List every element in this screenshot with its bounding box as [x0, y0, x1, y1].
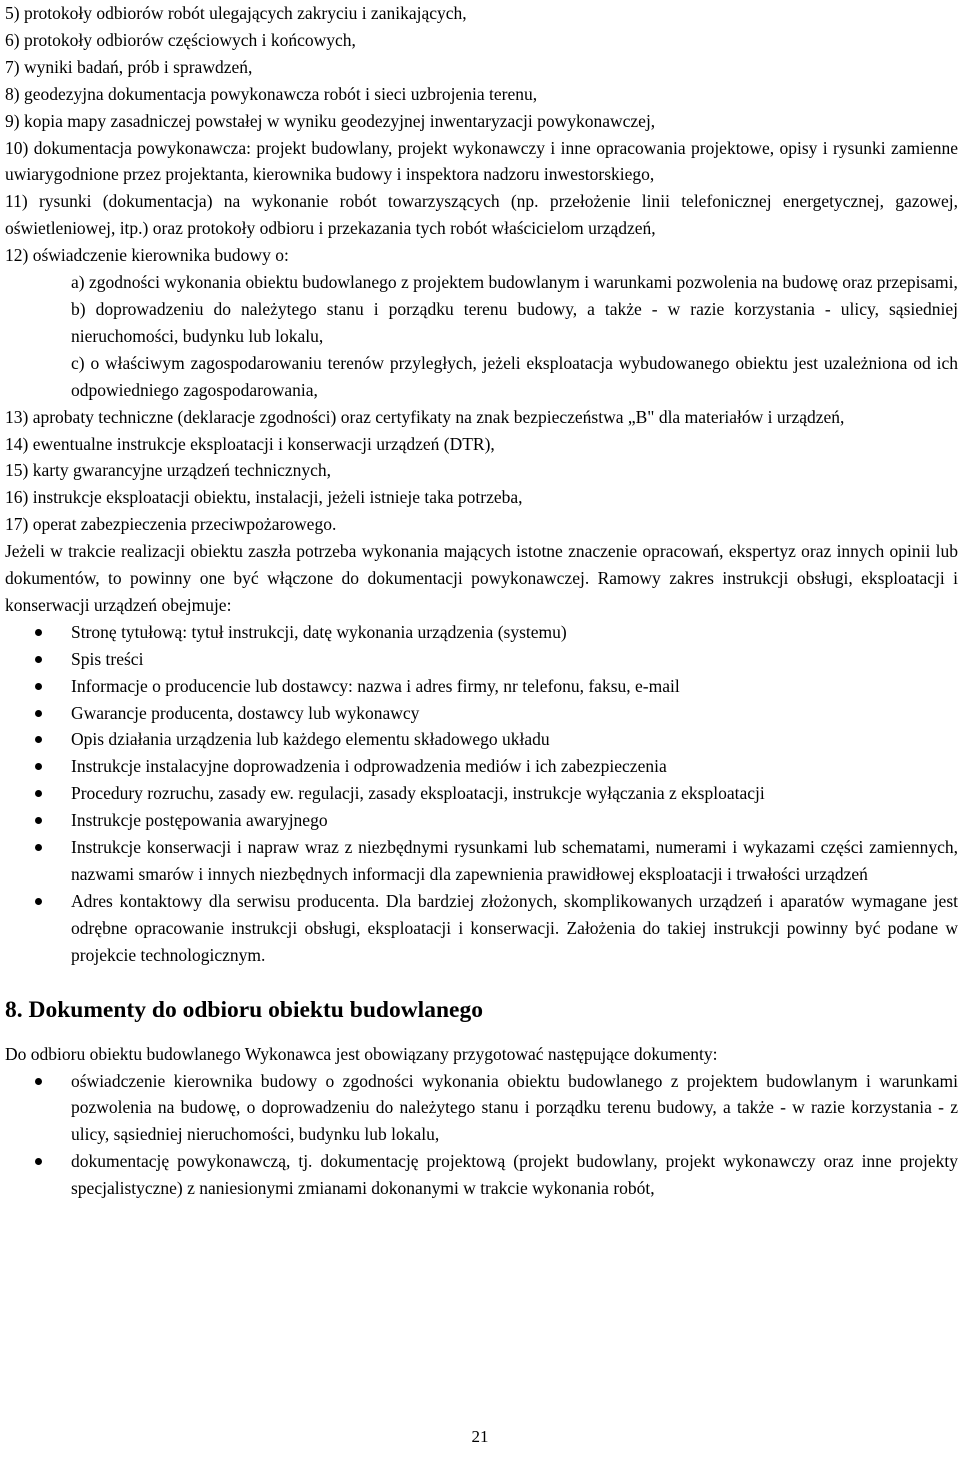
section-heading: 8. Dokumenty do odbioru obiektu budowlanego — [5, 996, 483, 1023]
bullet-item — [5, 753, 958, 780]
sub-list-item: b) doprowadzeniu do należytego stanu i porządku terenu budowy, a także - w razie korzystania - ulicy, sąsiedniej nieruchomości, budynku lub lokalu, — [71, 298, 958, 346]
sub-list-item: a) zgodności wykonania obiektu budowlanego z projektem budowlanym i warunkami pozwolenia na budowę oraz przepisami, — [71, 272, 958, 293]
list-item: 15) karty gwarancyjne urządzeń technicznych, — [5, 460, 332, 481]
bullet-icon — [35, 656, 42, 663]
list-item: 16) instrukcje eksploatacji obiektu, instalacji, jeżeli istnieje taka potrzeba, — [5, 487, 523, 508]
list-item: 13) aprobaty techniczne (deklaracje zgodności) oraz certyfikaty na znak bezpieczeństwa „B" dla materiałów i urządzeń, — [5, 406, 845, 427]
bullet-icon — [35, 790, 42, 797]
numbered-list — [5, 0, 958, 269]
bullet-item — [5, 700, 958, 727]
bullet-text: Gwarancje producenta, dostawcy lub wykonawcy — [71, 702, 420, 723]
document-page — [5, 0, 958, 1202]
bullet-text: Instrukcje konserwacji i napraw wraz z niezbędnymi rysunkami lub schematami, numerami i wykazami części zamiennych, nazwami smarów i innych niezbędnych informacji dla zapewnienia prawidłowej eksploatacji i trwałości urządzeń — [71, 837, 958, 884]
bullet-text: Procedury rozruchu, zasady ew. regulacji, zasady eksploatacji, instrukcje wyłączania z eksploatacji — [71, 783, 765, 804]
bullet-text: Informacje o producencie lub dostawcy: nazwa i adres firmy, nr telefonu, faksu, e-mail — [71, 675, 680, 696]
bullet-item — [5, 1068, 958, 1149]
bullet-item — [5, 726, 958, 753]
bullet-icon — [35, 683, 42, 690]
list-item: 10) dokumentacja powykonawcza: projekt budowlany, projekt wykonawczy i inne opracowania projektowe, opisy i rysunki zamienne uwiarygodnione przez projektanta, kierownika budowy i inspektora nadzoru inwestorskiego, — [5, 137, 958, 185]
list-item: 17) operat zabezpieczenia przeciwpożarowego. — [5, 514, 337, 535]
sub-list-item: c) o właściwym zagospodarowaniu terenów przyległych, jeżeli eksploatacja wybudowanego obiektu jest uzależniona od ich odpowiedniego zagospodarowania, — [71, 352, 958, 400]
bullet-item — [5, 1148, 958, 1202]
bullet-text: oświadczenie kierownika budowy o zgodności wykonania obiektu budowlanego z projektem budowlanym i warunkami pozwolenia na budowę, o doprowadzeniu do należytego stanu i porządku terenu budowy, a także - w razie korzystania - z ulicy, sąsiedniej nieruchomości, budynku lub lokalu, — [71, 1070, 958, 1145]
bullet-item — [5, 780, 958, 807]
list-item: 11) rysunki (dokumentacja) na wykonanie robót towarzyszących (np. przełożenie linii telefonicznej energetycznej, gazowej, oświetleniowej, itp.) oraz protokoły odbioru i przekazania tych robót właścicielom urządzeń, — [5, 191, 958, 239]
list-item: 14) ewentualne instrukcje eksploatacji i konserwacji urządzeń (DTR), — [5, 433, 495, 454]
list-item: 6) protokoły odbiorów częściowych i końcowych, — [5, 29, 356, 50]
bullet-item — [5, 673, 958, 700]
bullet-text: Spis treści — [71, 648, 144, 669]
bullet-text: Adres kontaktowy dla serwisu producenta. Dla bardziej złożonych, skomplikowanych urządzeń i aparatów wymagane jest odrębne opracowanie instrukcji obsługi, eksploatacji i konserwacji. Założenia do takiej instrukcji powinny być podane w projekcie technologicznym. — [71, 890, 958, 965]
bullet-icon — [35, 817, 42, 824]
bullet-item — [5, 646, 958, 673]
list-item: 5) protokoły odbiorów robót ulegających zakryciu i zanikających, — [5, 3, 467, 23]
bullet-item — [5, 619, 958, 646]
list-item: 8) geodezyjna dokumentacja powykonawcza robót i sieci uzbrojenia terenu, — [5, 83, 538, 104]
bullet-text: Stronę tytułową: tytuł instrukcji, datę wykonania urządzenia (systemu) — [71, 621, 567, 642]
paragraph-documentation: Jeżeli w trakcie realizacji obiektu zaszła potrzeba wykonania mających istotne znaczenie opracowań, ekspertyz oraz innych opinii lub dokumentów, to powinny one być włączone do dokumentacji powykonawczej. Ramowy zakres instrukcji obsługi, eksploatacji i konserwacji urządzeń obejmuje: — [5, 541, 958, 615]
bullet-item — [5, 834, 958, 888]
bullet-text: Instrukcje postępowania awaryjnego — [71, 810, 328, 831]
numbered-list-continued — [5, 404, 958, 539]
bullet-list-documents — [5, 1068, 958, 1203]
page-number: 21 — [471, 1427, 489, 1446]
sub-list — [5, 269, 958, 404]
bullet-icon — [35, 844, 42, 851]
bullet-text: Opis działania urządzenia lub każdego elementu składowego układu — [71, 729, 550, 750]
bullet-icon — [35, 629, 42, 636]
paragraph-intro: Do odbioru obiektu budowlanego Wykonawca jest obowiązany przygotować następujące dokumenty: — [5, 1043, 718, 1064]
bullet-icon — [35, 1078, 42, 1085]
bullet-icon — [35, 763, 42, 770]
bullet-text: dokumentację powykonawczą, tj. dokumentację projektową (projekt budowlany, projekt wykonawczy oraz inne projekty specjalistyczne) z naniesionymi zmianami dokonanymi w trakcie wykonania robót, — [71, 1151, 958, 1199]
bullet-icon — [35, 736, 42, 743]
bullet-icon — [35, 710, 42, 717]
list-item: 12) oświadczenie kierownika budowy o: — [5, 245, 289, 266]
bullet-text: Instrukcje instalacyjne doprowadzenia i odprowadzenia mediów i ich zabezpieczenia — [71, 756, 667, 777]
bullet-icon — [35, 1158, 42, 1165]
bullet-icon — [35, 898, 42, 905]
list-item: 7) wyniki badań, prób i sprawdzeń, — [5, 56, 253, 77]
bullet-item — [5, 807, 958, 834]
bullet-list-instructions — [5, 619, 958, 969]
list-item: 9) kopia mapy zasadniczej powstałej w wyniku geodezyjnej inwentaryzacji powykonawczej, — [5, 110, 656, 131]
bullet-item — [5, 888, 958, 969]
